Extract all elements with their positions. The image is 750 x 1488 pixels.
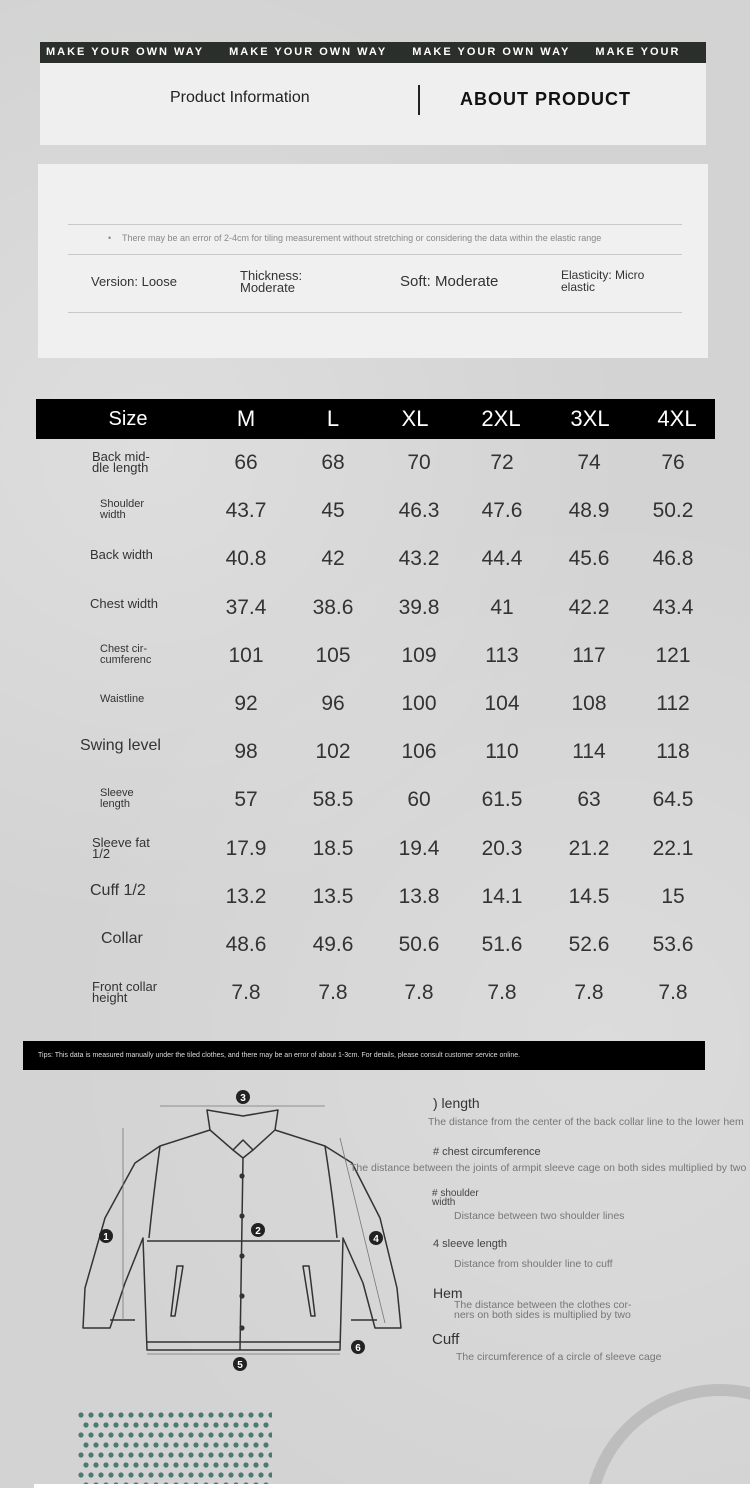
decorative-dot	[228, 1432, 233, 1437]
decorative-dot	[123, 1462, 128, 1467]
decorative-dot	[223, 1462, 228, 1467]
decorative-dot	[208, 1452, 213, 1457]
size-value-cell: 106	[401, 740, 437, 764]
decorative-dot	[98, 1432, 103, 1437]
size-value-cell: 7.8	[231, 981, 261, 1005]
decorative-dot	[228, 1412, 233, 1417]
size-value-cell: 105	[315, 643, 351, 667]
decorative-dot	[238, 1472, 243, 1477]
size-value-cell: 7.8	[487, 981, 517, 1005]
slogan-text: MAKE YOUR OWN WAY	[412, 46, 571, 58]
decorative-dot	[88, 1472, 93, 1477]
attribute-elasticity	[561, 269, 644, 293]
decorative-dot	[258, 1432, 263, 1437]
size-value-cell: 48.6	[225, 933, 267, 956]
slogan-text: MAKE YOUR	[595, 46, 681, 58]
definition-desc-length: The distance from the center of the back collar line to the lower hem	[428, 1116, 744, 1128]
size-value-cell: 68	[321, 451, 345, 474]
decorative-dot	[193, 1422, 198, 1427]
size-value-cell: 21.2	[568, 836, 610, 860]
attribute-thickness-line2: Moderate	[240, 280, 295, 295]
row-label-line: Shoulder	[100, 498, 145, 511]
row-label	[90, 547, 153, 563]
decorative-dot	[98, 1452, 103, 1457]
divider	[68, 224, 682, 225]
row-label-line: Cuff 1/2	[90, 881, 146, 899]
decorative-dot	[223, 1442, 228, 1447]
row-label-line: Waistline	[100, 693, 145, 705]
size-value-cell: 7.8	[658, 981, 688, 1005]
row-label-line: 1/2	[92, 845, 111, 861]
decorative-dot	[83, 1462, 88, 1467]
jacket-measurement-diagram	[75, 1088, 415, 1378]
definition-desc-cuff: The circumference of a circle of sleeve cage	[456, 1351, 662, 1363]
attribute-soft: Soft: Moderate	[400, 273, 499, 290]
decorative-dot	[168, 1432, 173, 1437]
decorative-dot	[218, 1452, 223, 1457]
divider	[68, 312, 682, 313]
decorative-dot	[178, 1432, 183, 1437]
size-value-cell: 7.8	[404, 981, 434, 1005]
decorative-dot	[83, 1422, 88, 1427]
product-information-title: Product Information	[170, 89, 310, 106]
attribute-version: Version: Loose	[91, 274, 178, 289]
divider	[68, 254, 682, 255]
decorative-dot	[93, 1442, 98, 1447]
row-label	[100, 788, 134, 810]
size-value-cell: 52.6	[568, 933, 610, 956]
row-label-line: length	[100, 798, 130, 811]
decorative-dot-pattern	[76, 1410, 272, 1488]
decorative-dot	[258, 1472, 263, 1477]
decorative-dot	[248, 1432, 253, 1437]
size-value-cell: 117	[572, 643, 606, 667]
decorative-dot	[268, 1432, 272, 1437]
definition-title-hem: Hem	[433, 1285, 463, 1301]
row-label-line: height	[92, 990, 128, 1006]
decorative-dot	[188, 1452, 193, 1457]
decorative-dot	[253, 1462, 258, 1467]
decorative-dot	[138, 1452, 143, 1457]
size-column-header: L	[326, 406, 340, 431]
size-value-cell: 100	[401, 692, 437, 715]
decorative-dot	[203, 1442, 208, 1447]
decorative-dot	[213, 1462, 218, 1467]
marker-6: 6	[355, 1343, 361, 1354]
divider	[418, 85, 420, 115]
size-value-cell: 42	[321, 547, 345, 571]
decorative-dot	[238, 1452, 243, 1457]
decorative-dot	[203, 1462, 208, 1467]
decorative-dot	[268, 1452, 272, 1457]
decorative-dot	[108, 1472, 113, 1477]
decorative-dot	[128, 1452, 133, 1457]
decorative-dot	[253, 1442, 258, 1447]
size-value-cell: 19.4	[398, 836, 440, 860]
size-value-cell: 104	[484, 692, 520, 715]
row-label	[92, 979, 158, 1006]
row-label	[100, 644, 151, 666]
size-column-header: M	[236, 406, 256, 431]
decorative-dot	[133, 1422, 138, 1427]
decorative-dot	[243, 1422, 248, 1427]
size-value-cell: 61.5	[481, 788, 523, 812]
decorative-dot	[183, 1422, 188, 1427]
row-label-line: Collar	[101, 930, 143, 947]
size-column-header: 2XL	[481, 406, 521, 431]
row-label	[92, 451, 150, 473]
decorative-dot	[218, 1432, 223, 1437]
decorative-dot	[163, 1462, 168, 1467]
size-value-cell: 64.5	[652, 788, 694, 812]
decorative-dot	[153, 1442, 158, 1447]
decorative-dot	[78, 1472, 83, 1477]
size-value-cell: 43.2	[398, 547, 440, 571]
size-value-cell: 18.5	[312, 836, 354, 860]
product-header-card	[40, 63, 706, 145]
decorative-dot	[108, 1432, 113, 1437]
product-attributes-card	[38, 164, 708, 358]
decorative-dot	[198, 1432, 203, 1437]
decorative-dot	[78, 1432, 83, 1437]
slogan-ticker	[40, 42, 706, 63]
decorative-dot	[158, 1452, 163, 1457]
decorative-dot	[108, 1452, 113, 1457]
row-label-line: Front collar	[92, 979, 158, 995]
size-value-cell: 66	[234, 451, 258, 474]
size-value-cell: 72	[490, 451, 514, 474]
size-value-cell: 109	[401, 643, 437, 667]
size-value-cell: 50.2	[652, 499, 694, 523]
decorative-dot	[173, 1462, 178, 1467]
decorative-dot	[153, 1462, 158, 1467]
size-header-label: Size	[108, 408, 148, 430]
row-label-line: dle length	[92, 460, 149, 475]
size-value-cell: 101	[228, 643, 264, 667]
marker-1: 1	[103, 1232, 109, 1243]
decorative-dot	[258, 1412, 263, 1417]
row-label	[90, 881, 146, 899]
decorative-dot	[173, 1442, 178, 1447]
row-label-line: Chest cir-	[100, 642, 148, 655]
decorative-dot	[208, 1412, 213, 1417]
size-value-cell: 43.4	[652, 595, 694, 619]
size-value-cell: 102	[315, 740, 351, 764]
row-label	[80, 737, 161, 755]
decorative-dot	[88, 1412, 93, 1417]
decorative-dot	[258, 1452, 263, 1457]
size-value-cell: 42.2	[568, 595, 610, 619]
marker-3: 3	[240, 1093, 246, 1104]
row-label-line: Sleeve fat	[92, 834, 150, 850]
decorative-dot	[208, 1472, 213, 1477]
definition-desc-chest: The distance between the joints of armpit sleeve cage on both sides multiplied by two	[350, 1162, 747, 1174]
decorative-dot	[163, 1442, 168, 1447]
size-value-cell: 51.6	[481, 933, 523, 956]
decorative-dot	[233, 1462, 238, 1467]
size-value-cell: 14.1	[481, 884, 523, 908]
decorative-dot	[148, 1452, 153, 1457]
row-label-line: Back width	[90, 547, 153, 563]
decorative-dot	[183, 1442, 188, 1447]
slogan-text: MAKE YOUR OWN WAY	[229, 46, 388, 58]
size-value-cell: 13.5	[312, 884, 354, 908]
definition-title-chest: # chest circumference	[433, 1146, 541, 1158]
decorative-dot	[153, 1422, 158, 1427]
attribute-elasticity-line2: elastic	[561, 280, 596, 294]
size-value-cell: 43.7	[225, 499, 267, 523]
decorative-dot	[193, 1462, 198, 1467]
decorative-dot	[103, 1442, 108, 1447]
size-value-cell: 15	[661, 884, 685, 908]
decorative-dot	[188, 1412, 193, 1417]
size-column-header: 3XL	[570, 406, 610, 431]
definition-desc-shoulder: Distance between two shoulder lines	[454, 1210, 625, 1222]
row-label-line: width	[100, 509, 126, 522]
decorative-dot	[163, 1422, 168, 1427]
size-value-cell: 63	[577, 788, 601, 812]
row-label	[90, 595, 158, 611]
definition-title-length: ) length	[433, 1095, 480, 1111]
size-value-cell: 76	[661, 451, 685, 474]
decorative-dot	[133, 1442, 138, 1447]
attribute-elasticity-line1: Elasticity: Micro	[561, 268, 645, 282]
decorative-dot	[198, 1452, 203, 1457]
decorative-circle-icon	[560, 1370, 750, 1488]
decorative-dot	[223, 1422, 228, 1427]
decorative-dot	[243, 1442, 248, 1447]
size-value-cell: 7.8	[318, 981, 348, 1005]
decorative-dot	[103, 1422, 108, 1427]
size-value-cell: 44.4	[481, 547, 523, 571]
decorative-dot	[268, 1472, 272, 1477]
row-label	[101, 930, 143, 947]
decorative-dot	[113, 1462, 118, 1467]
definition-desc-hem-line2: ners on both sides is multiplied by two	[454, 1309, 631, 1321]
decorative-dot	[188, 1472, 193, 1477]
size-value-cell: 46.3	[398, 499, 440, 523]
decorative-dot	[228, 1472, 233, 1477]
decorative-dot	[118, 1432, 123, 1437]
size-value-cell: 48.9	[568, 499, 610, 523]
size-value-cell: 113	[485, 643, 519, 667]
decorative-dot	[263, 1462, 268, 1467]
decorative-dot	[143, 1442, 148, 1447]
size-value-cell: 45.6	[568, 547, 610, 571]
size-value-cell: 13.2	[225, 884, 267, 908]
size-value-cell: 53.6	[652, 933, 694, 956]
decorative-dot	[233, 1422, 238, 1427]
size-value-cell: 98	[234, 740, 258, 764]
decorative-dot	[118, 1412, 123, 1417]
decorative-dot	[238, 1432, 243, 1437]
decorative-dot	[178, 1412, 183, 1417]
decorative-dot	[198, 1412, 203, 1417]
decorative-dot	[143, 1422, 148, 1427]
marker-5: 5	[237, 1360, 243, 1371]
decorative-dot	[138, 1472, 143, 1477]
decorative-dot	[93, 1462, 98, 1467]
size-column-header: 4XL	[657, 406, 697, 431]
size-value-cell: 7.8	[574, 981, 604, 1005]
decorative-dot	[253, 1422, 258, 1427]
decorative-dot	[98, 1412, 103, 1417]
row-label-line: Sleeve	[100, 787, 134, 800]
size-value-cell: 50.6	[398, 933, 440, 956]
about-product-title: ABOUT PRODUCT	[460, 89, 631, 109]
decorative-dot	[123, 1422, 128, 1427]
decorative-dot	[78, 1412, 83, 1417]
decorative-dot	[203, 1422, 208, 1427]
decorative-dot	[128, 1412, 133, 1417]
decorative-dot	[198, 1472, 203, 1477]
decorative-dot	[78, 1452, 83, 1457]
size-value-cell: 45	[321, 499, 345, 523]
decorative-dot	[133, 1462, 138, 1467]
size-value-cell: 57	[234, 788, 258, 812]
decorative-dot	[193, 1442, 198, 1447]
decorative-dot	[238, 1412, 243, 1417]
bullet-icon: •	[108, 233, 112, 243]
decorative-dot	[128, 1472, 133, 1477]
size-value-cell: 92	[234, 692, 258, 715]
decorative-dot	[113, 1422, 118, 1427]
size-value-cell: 121	[655, 643, 691, 667]
definition-desc-sleeve: Distance from shoulder line to cuff	[454, 1258, 613, 1270]
row-label	[92, 834, 150, 861]
decorative-dot	[138, 1432, 143, 1437]
decorative-dot	[218, 1472, 223, 1477]
size-value-cell: 114	[572, 740, 606, 764]
row-label	[100, 694, 144, 705]
slogan-text: MAKE YOUR OWN WAY	[46, 46, 205, 58]
size-value-cell: 74	[577, 451, 601, 474]
decorative-dot	[188, 1432, 193, 1437]
size-value-cell: 37.4	[225, 595, 267, 619]
size-value-cell: 41	[490, 595, 514, 619]
decorative-dot	[263, 1442, 268, 1447]
decorative-dot	[158, 1412, 163, 1417]
decorative-dot	[248, 1412, 253, 1417]
decorative-dot	[148, 1472, 153, 1477]
decorative-dot	[93, 1422, 98, 1427]
row-label-line: Swing level	[80, 737, 161, 755]
tips-bar: Tips: This data is measured manually under the tiled clothes, and there may be an error of about 1-3cm. For details, please consult customer service online.	[23, 1041, 705, 1070]
size-value-cell: 46.8	[652, 547, 694, 571]
decorative-dot	[118, 1452, 123, 1457]
size-value-cell: 20.3	[481, 836, 523, 860]
definition-desc-hem-line1: The distance between the clothes cor-	[454, 1299, 632, 1311]
definition-title-cuff: Cuff	[432, 1331, 460, 1348]
decorative-dot	[178, 1452, 183, 1457]
decorative-dot	[183, 1462, 188, 1467]
size-value-cell: 58.5	[312, 788, 354, 812]
size-value-cell: 14.5	[568, 884, 610, 908]
definition-title-shoulder-line2: width	[432, 1197, 456, 1208]
decorative-dot	[178, 1472, 183, 1477]
decorative-dot	[113, 1442, 118, 1447]
decorative-dot	[228, 1452, 233, 1457]
marker-2: 2	[255, 1226, 261, 1237]
decorative-dot	[123, 1442, 128, 1447]
definition-title-sleeve: 4 sleeve length	[433, 1238, 507, 1250]
row-label	[100, 499, 144, 521]
decorative-dot	[233, 1442, 238, 1447]
decorative-dot	[248, 1452, 253, 1457]
decorative-dot	[213, 1422, 218, 1427]
size-value-cell: 70	[407, 451, 431, 474]
size-value-cell: 17.9	[225, 836, 267, 860]
measurement-note: There may be an error of 2-4cm for tiling measurement without stretching or considering the data within the elastic range	[122, 233, 602, 243]
decorative-dot	[268, 1412, 272, 1417]
attribute-thickness	[240, 270, 302, 294]
size-value-cell: 108	[571, 692, 607, 715]
decorative-dot	[213, 1442, 218, 1447]
decorative-dot	[98, 1472, 103, 1477]
decorative-dot	[148, 1432, 153, 1437]
decorative-dot	[158, 1472, 163, 1477]
decorative-dot	[208, 1432, 213, 1437]
decorative-dot	[143, 1462, 148, 1467]
attribute-thickness-line1: Thickness:	[240, 268, 303, 283]
size-value-cell: 110	[485, 740, 519, 764]
size-chart-header	[36, 399, 715, 439]
decorative-dot	[118, 1472, 123, 1477]
row-label-line: Chest width	[90, 595, 158, 611]
size-value-cell: 38.6	[312, 595, 354, 619]
marker-4: 4	[373, 1234, 379, 1245]
size-value-cell: 40.8	[225, 547, 267, 571]
decorative-dot	[168, 1452, 173, 1457]
row-label-line: Back mid-	[92, 449, 150, 464]
size-value-cell: 112	[656, 692, 690, 715]
decorative-dot	[88, 1432, 93, 1437]
decorative-dot	[168, 1412, 173, 1417]
bottom-divider	[34, 1484, 750, 1488]
decorative-dot	[148, 1412, 153, 1417]
definition-title-shoulder: # shoulder	[432, 1188, 479, 1199]
decorative-dot	[263, 1422, 268, 1427]
size-value-cell: 22.1	[652, 836, 694, 860]
decorative-dot	[218, 1412, 223, 1417]
size-value-cell: 47.6	[481, 499, 523, 523]
decorative-dot	[168, 1472, 173, 1477]
decorative-dot	[128, 1432, 133, 1437]
decorative-dot	[83, 1442, 88, 1447]
decorative-dot	[248, 1472, 253, 1477]
row-label-line: cumferenc	[100, 653, 152, 666]
size-column-header: XL	[401, 406, 429, 431]
size-value-cell: 118	[656, 740, 690, 764]
size-value-cell: 39.8	[398, 595, 440, 619]
size-value-cell: 96	[321, 692, 345, 715]
size-value-cell: 13.8	[398, 884, 440, 908]
decorative-dot	[108, 1412, 113, 1417]
decorative-dot	[173, 1422, 178, 1427]
size-value-cell: 49.6	[312, 933, 354, 956]
size-value-cell: 60	[407, 788, 431, 812]
decorative-dot	[158, 1432, 163, 1437]
decorative-dot	[88, 1452, 93, 1457]
decorative-dot	[103, 1462, 108, 1467]
decorative-dot	[138, 1412, 143, 1417]
decorative-dot	[243, 1462, 248, 1467]
